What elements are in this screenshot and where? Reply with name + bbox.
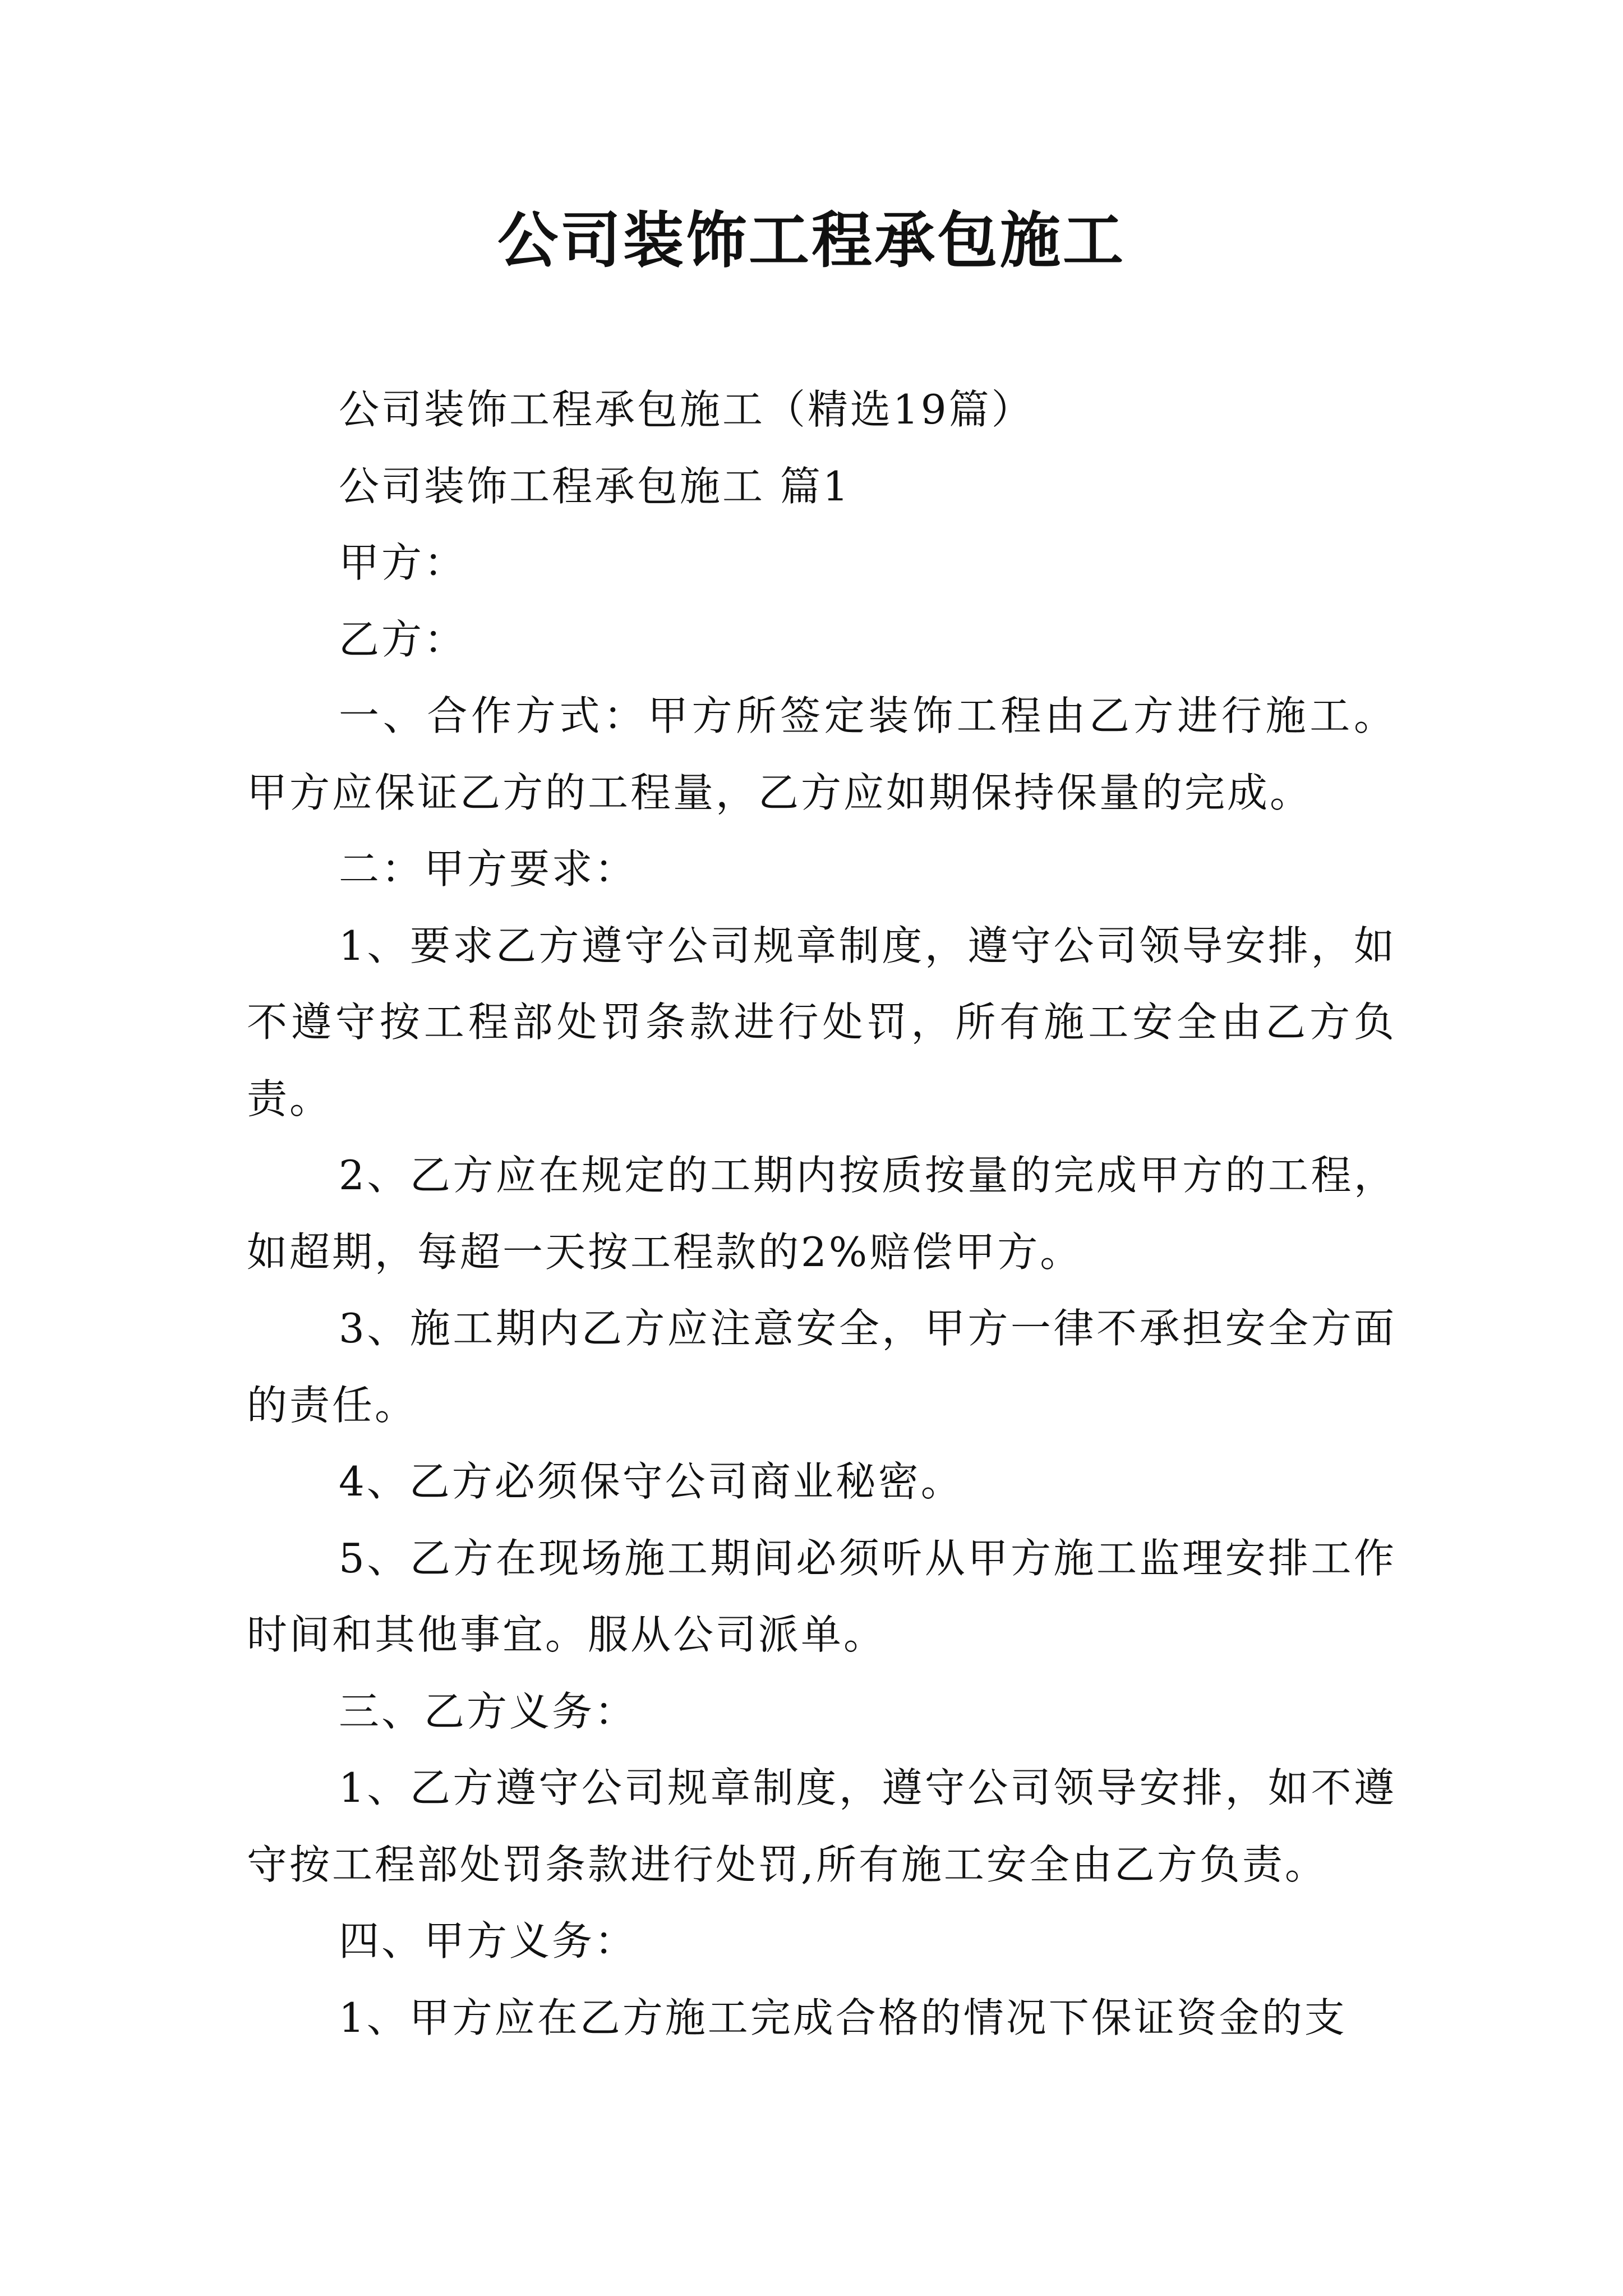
- paragraph-requirement-5: 5、乙方在现场施工期间必须听从甲方施工监理安排工作时间和其他事宜。服从公司派单。: [247, 1534, 1396, 1658]
- paragraph-cooperation-mode: 一、合作方式：甲方所签定装饰工程由乙方进行施工。甲方应保证乙方的工程量，乙方应如期保持保量的完成。: [247, 692, 1396, 816]
- paragraph-obligation-b-1: 1、乙方遵守公司规章制度，遵守公司领导安排，如不遵守按工程部处罚条款进行处罚,所有施工安全由乙方负责。: [247, 1764, 1396, 1888]
- paragraph-section-four-heading: 四、甲方义务：: [339, 1917, 638, 1964]
- paragraph-requirement-4: 4、乙方必须保守公司商业秘密。: [339, 1458, 963, 1505]
- document-body: [247, 371, 1396, 2056]
- paragraph-section-two-heading: 二：甲方要求：: [339, 845, 638, 892]
- paragraph-obligation-a-1: 1、甲方应在乙方施工完成合格的情况下保证资金的支: [339, 1994, 1347, 2041]
- paragraph-collection-heading: 公司装饰工程承包施工（精选19篇）: [339, 386, 1034, 433]
- paragraph-article-heading: 公司装饰工程承包施工 篇1: [339, 462, 851, 510]
- document-title: 公司装饰工程承包施工: [497, 206, 1126, 276]
- paragraph-party-a: 甲方：: [339, 539, 467, 586]
- paragraph-requirement-3: 3、施工期内乙方应注意安全，甲方一律不承担安全方面的责任。: [247, 1305, 1396, 1429]
- paragraph-requirement-1: 1、要求乙方遵守公司规章制度，遵守公司领导安排，如不遵守按工程部处罚条款进行处罚，所有施工安全由乙方负责。: [247, 922, 1396, 1122]
- paragraph-party-b: 乙方：: [339, 615, 467, 663]
- paragraph-section-three-heading: 三、乙方义务：: [339, 1687, 638, 1735]
- paragraph-requirement-2: 2、乙方应在规定的工期内按质按量的完成甲方的工程，如超期，每超一天按工程款的2%赔偿甲方。: [247, 1152, 1396, 1276]
